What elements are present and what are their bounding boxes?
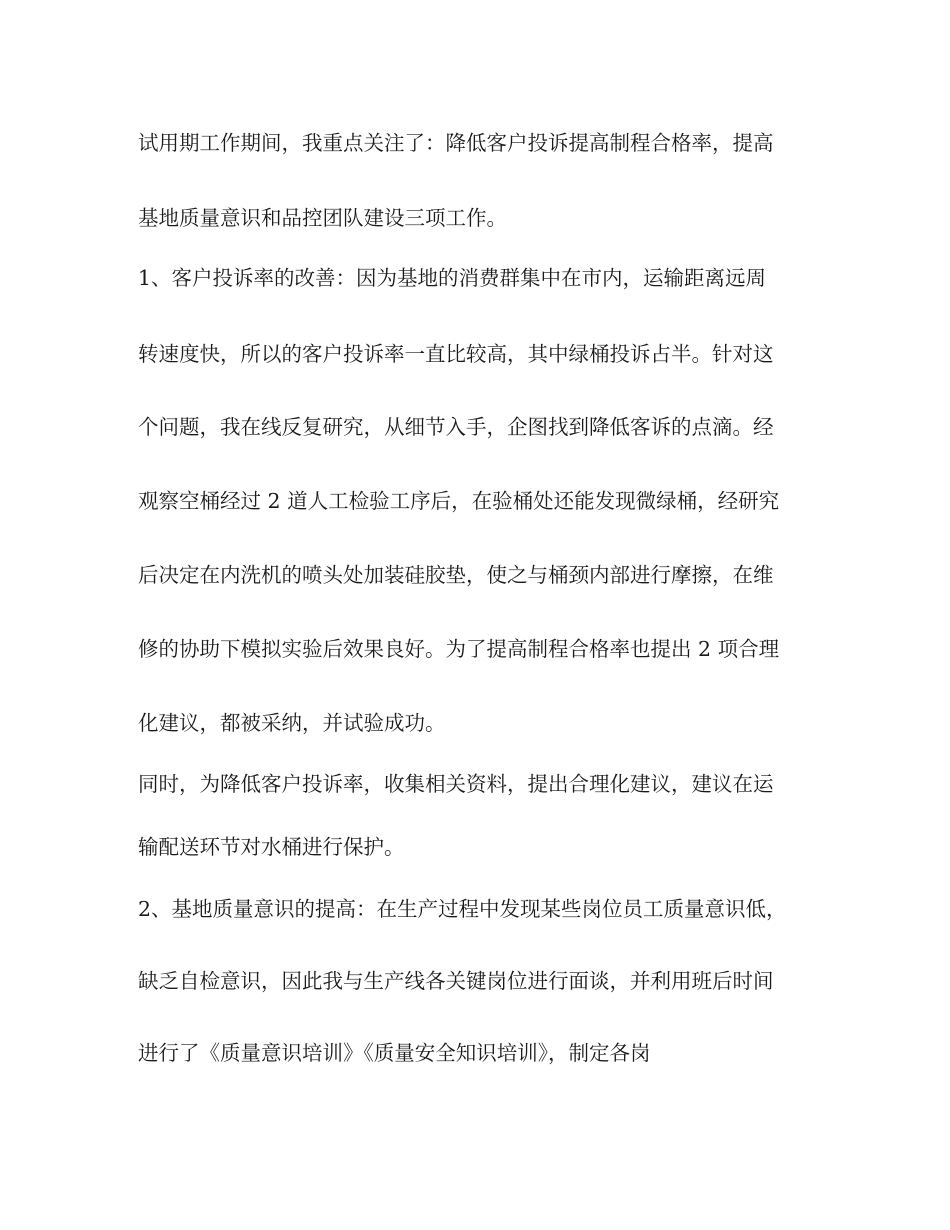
text-line-10: 同时，为降低客户投诉率，收集相关资料，提出合理化建议，建议在运 (138, 772, 774, 796)
text-line-3: 1、客户投诉率的改善：因为基地的消费群集中在市内，运输距离远周 (138, 266, 767, 290)
text-line-4: 转速度快，所以的客户投诉率一直比较高，其中绿桶投诉占半。针对这 (138, 342, 774, 366)
text-line-6: 观察空桶经过 2 道人工检验工序后，在验桶处还能发现微绿桶，经研究 (138, 489, 780, 513)
text-line-14: 进行了《质量意识培训》《质量安全知识培训》，制定各岗 (138, 1041, 651, 1065)
text-line-2: 基地质量意识和品控团队建设三项工作。 (138, 206, 507, 230)
text-line-13: 缺乏自检意识，因此我与生产线各关键岗位进行面谈，并利用班后时间 (138, 969, 774, 993)
text-line-8: 修的协助下模拟实验后效果良好。为了提高制程合格率也提出 2 项合理 (138, 637, 780, 661)
text-line-7: 后决定在内洗机的喷头处加装硅胶垫，使之与桶颈内部进行摩擦，在维 (138, 563, 774, 587)
text-line-12: 2、基地质量意识的提高：在生产过程中发现某些岗位员工质量意识低， (138, 897, 787, 921)
text-line-1: 试用期工作期间，我重点关注了：降低客户投诉提高制程合格率，提高 (138, 131, 774, 155)
text-line-11: 输配送环节对水桶进行保护。 (138, 835, 405, 859)
text-line-5: 个问题，我在线反复研究，从细节入手，企图找到降低客诉的点滴。经 (138, 415, 774, 439)
text-line-9: 化建议，都被采纳，并试验成功。 (138, 711, 446, 735)
